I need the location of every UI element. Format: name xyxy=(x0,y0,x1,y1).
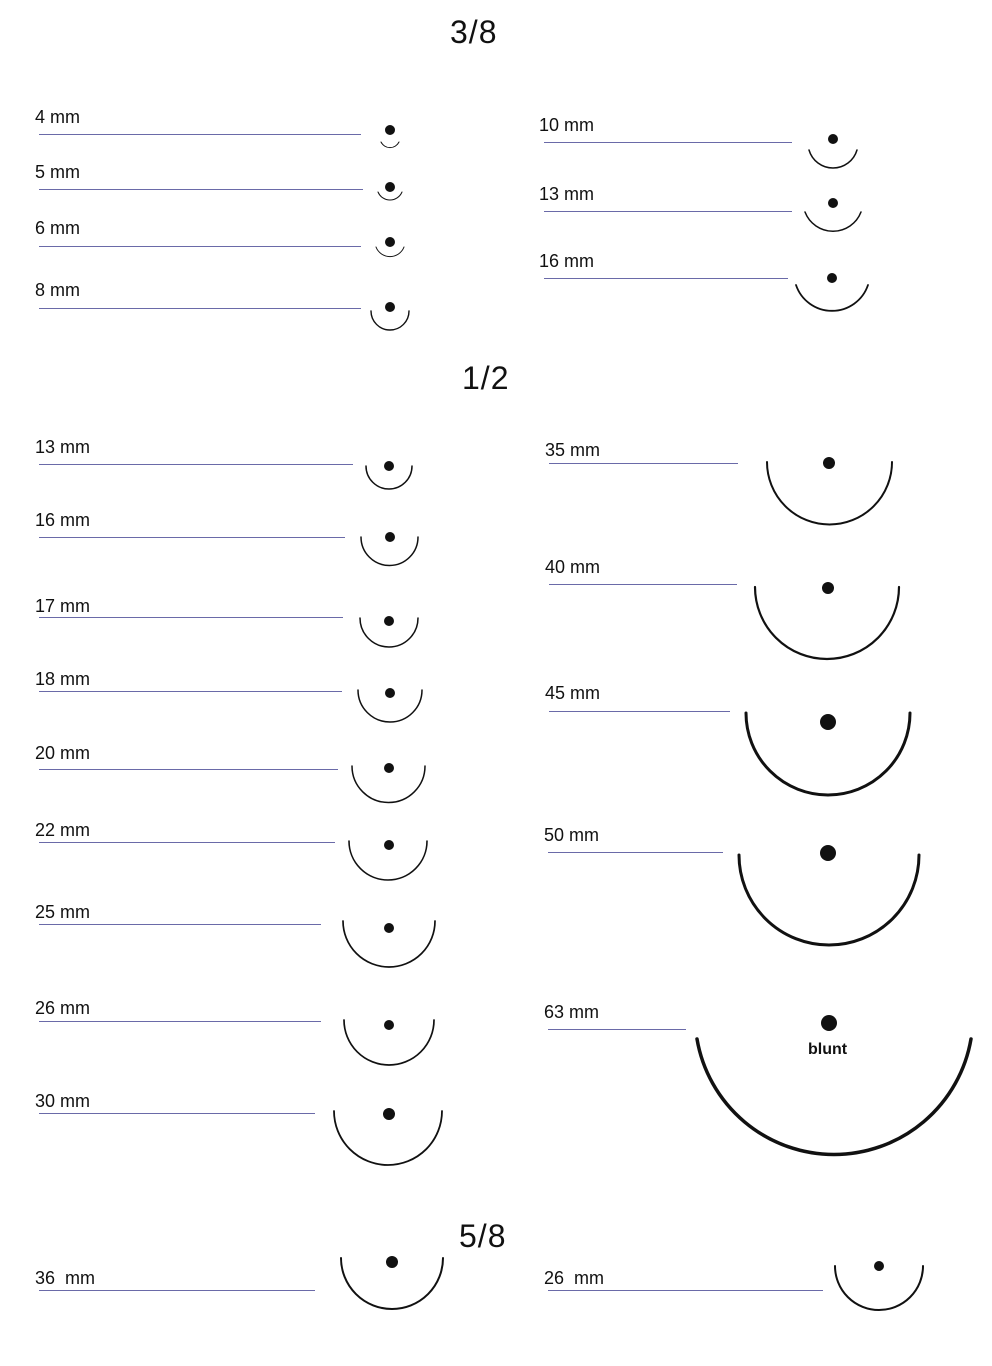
needle-center-dot xyxy=(384,763,394,773)
needle-center-dot xyxy=(383,1108,395,1120)
needle-label-3-8-4mm: 4 mm xyxy=(35,107,80,127)
needle-center-dot xyxy=(385,125,395,135)
needle-center-dot xyxy=(386,1256,398,1268)
needle-label-5-8-36mm: 36 mm xyxy=(35,1268,96,1288)
needle-label-1-2-40mm: 40 mm xyxy=(545,557,601,577)
needle-center-dot xyxy=(385,237,395,247)
section-title-1-2: 1/2 xyxy=(462,360,510,396)
needle-label-1-2-30mm: 30 mm xyxy=(35,1091,91,1111)
needle-label-1-2-25mm: 25 mm xyxy=(35,902,91,922)
needle-center-dot xyxy=(874,1261,884,1271)
needle-label-1-2-35mm: 35 mm xyxy=(545,440,601,460)
needle-curve-1-2-40mm xyxy=(755,587,899,659)
needle-curve-1-2-35mm xyxy=(767,462,892,525)
needle-curve-1-2-63mm xyxy=(697,1039,971,1155)
needle-label-1-2-45mm: 45 mm xyxy=(545,683,601,703)
section-title-3-8: 3/8 xyxy=(450,14,498,50)
needle-curve-3-8-13mm xyxy=(805,212,861,231)
needle-center-dot xyxy=(821,1015,837,1031)
needle-center-dot xyxy=(385,532,395,542)
needle-label-1-2-13mm: 13 mm xyxy=(35,437,91,457)
needle-center-dot xyxy=(384,461,394,471)
needle-label-1-2-18mm: 18 mm xyxy=(35,669,91,689)
needle-curve-3-8-5mm xyxy=(378,192,402,200)
needle-center-dot xyxy=(828,198,838,208)
needle-center-dot xyxy=(820,714,836,730)
needle-center-dot xyxy=(385,182,395,192)
needle-label-3-8-6mm: 6 mm xyxy=(35,218,80,238)
needle-center-dot xyxy=(828,134,838,144)
needle-label-3-8-16mm: 16 mm xyxy=(539,251,595,271)
needle-center-dot xyxy=(827,273,837,283)
needle-curve-3-8-16mm xyxy=(796,285,868,311)
needle-curve-3-8-6mm xyxy=(376,247,404,257)
needle-label-1-2-26mm: 26 mm xyxy=(35,998,91,1018)
needle-center-dot xyxy=(385,688,395,698)
needle-label-1-2-20mm: 20 mm xyxy=(35,743,91,763)
needle-label-3-8-13mm: 13 mm xyxy=(539,184,595,204)
needle-curve-3-8-4mm xyxy=(381,142,399,148)
needle-label-5-8-26mm: 26 mm xyxy=(544,1268,605,1288)
needle-label-3-8-5mm: 5 mm xyxy=(35,162,80,182)
needle-center-dot xyxy=(822,582,834,594)
needle-label-1-2-22mm: 22 mm xyxy=(35,820,91,840)
needle-label-3-8-10mm: 10 mm xyxy=(539,115,595,135)
needle-curve-5-8-26mm xyxy=(835,1266,923,1310)
needle-label-1-2-17mm: 17 mm xyxy=(35,596,91,616)
needle-curve-3-8-10mm xyxy=(809,150,857,168)
needle-center-dot xyxy=(384,616,394,626)
needle-label-3-8-8mm: 8 mm xyxy=(35,280,80,300)
needle-center-dot xyxy=(385,302,395,312)
needle-label-1-2-50mm: 50 mm xyxy=(544,825,600,845)
needle-center-dot xyxy=(384,923,394,933)
needle-label-1-2-63mm: 63 mm xyxy=(544,1002,600,1022)
needle-center-dot xyxy=(823,457,835,469)
needle-center-dot xyxy=(820,845,836,861)
section-title-5-8: 5/8 xyxy=(459,1218,507,1254)
needle-curve-3-8-8mm xyxy=(371,311,409,330)
needle-center-dot xyxy=(384,840,394,850)
needle-label-1-2-16mm: 16 mm xyxy=(35,510,91,530)
needle-curve-1-2-50mm xyxy=(739,855,919,945)
needle-center-dot xyxy=(384,1020,394,1030)
blunt-label: blunt xyxy=(808,1041,848,1058)
